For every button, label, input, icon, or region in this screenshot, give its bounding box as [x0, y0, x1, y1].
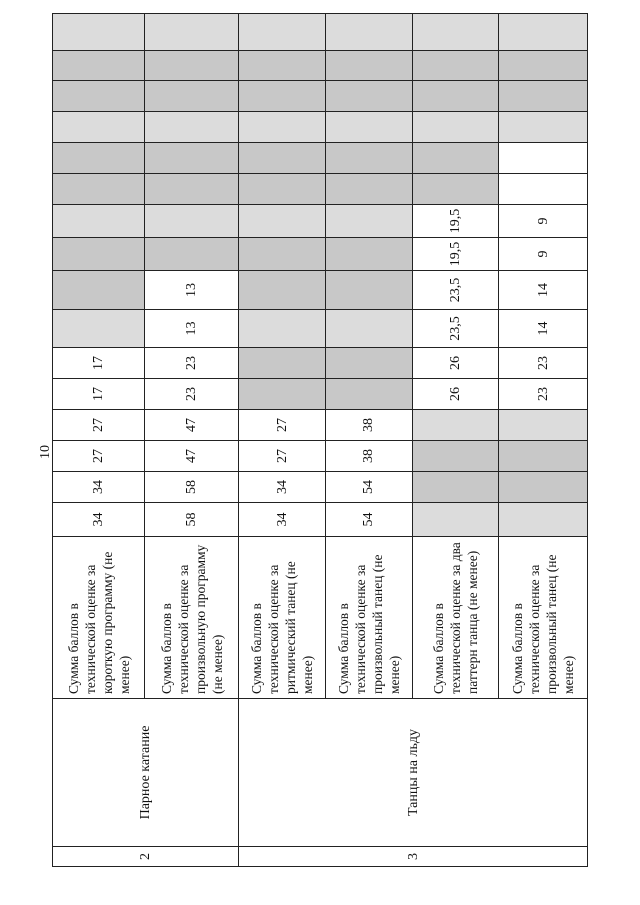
value-cell	[239, 348, 326, 379]
value-cell	[239, 379, 326, 410]
value-cell	[145, 174, 239, 205]
value-cell: 23,5	[412, 310, 499, 348]
discipline-cell: Танцы на льду	[239, 699, 588, 847]
value-cell	[412, 81, 499, 112]
value-cell	[326, 310, 413, 348]
value-cell	[239, 51, 326, 81]
value-cell	[412, 410, 499, 441]
value-cell: 26	[412, 379, 499, 410]
value-cell	[53, 143, 145, 174]
value-cell: 27	[239, 410, 326, 441]
value-cell	[239, 205, 326, 238]
value-cell: 17	[53, 348, 145, 379]
value-cell: 54	[326, 503, 413, 537]
value-cell	[145, 81, 239, 112]
value-cell	[326, 271, 413, 310]
value-cell	[326, 51, 413, 81]
value-cell	[326, 205, 413, 238]
value-cell	[239, 112, 326, 143]
page-number: 10	[38, 445, 53, 459]
criteria-cell: Сумма баллов в технической оценке за произвольную программу (не менее)	[145, 537, 239, 699]
value-cell	[239, 143, 326, 174]
value-cell	[499, 143, 588, 174]
value-cell	[145, 143, 239, 174]
value-cell	[326, 14, 413, 51]
table-row	[239, 14, 326, 867]
value-cell	[145, 238, 239, 271]
value-cell: 23	[499, 348, 588, 379]
value-cell	[326, 143, 413, 174]
value-cell	[326, 81, 413, 112]
value-cell	[145, 51, 239, 81]
value-cell	[239, 310, 326, 348]
value-cell: 17	[53, 379, 145, 410]
criteria-cell: Сумма баллов в технической оценке за произвольный танец (не менее)	[326, 537, 413, 699]
value-cell	[53, 112, 145, 143]
value-cell	[412, 441, 499, 472]
value-cell	[145, 205, 239, 238]
value-cell: 13	[145, 310, 239, 348]
value-cell	[412, 143, 499, 174]
value-cell	[499, 472, 588, 503]
value-cell: 47	[145, 410, 239, 441]
value-cell: 9	[499, 238, 588, 271]
value-cell: 47	[145, 441, 239, 472]
value-cell	[239, 271, 326, 310]
value-cell	[53, 238, 145, 271]
value-cell	[412, 51, 499, 81]
score-table	[52, 13, 588, 867]
value-cell: 27	[239, 441, 326, 472]
value-cell	[145, 14, 239, 51]
value-cell: 19,5	[412, 238, 499, 271]
criteria-cell: Сумма баллов в технической оценке за ритмический танец (не менее)	[239, 537, 326, 699]
criteria-cell: Сумма баллов в технической оценке за произвольный танец (не менее)	[499, 537, 588, 699]
value-cell: 23,5	[412, 271, 499, 310]
value-cell: 34	[53, 472, 145, 503]
value-cell: 13	[145, 271, 239, 310]
value-cell	[412, 472, 499, 503]
value-cell	[239, 174, 326, 205]
value-cell: 38	[326, 410, 413, 441]
row-number-cell: 3	[239, 847, 588, 867]
value-cell	[499, 112, 588, 143]
value-cell	[326, 238, 413, 271]
value-cell: 14	[499, 271, 588, 310]
criteria-cell: Сумма баллов в технической оценке за короткую программу (не менее)	[53, 537, 145, 699]
value-cell	[499, 81, 588, 112]
value-cell: 38	[326, 441, 413, 472]
discipline-cell: Парное катание	[53, 699, 239, 847]
value-cell: 58	[145, 472, 239, 503]
value-cell: 54	[326, 472, 413, 503]
rotated-table-wrapper	[52, 37, 588, 867]
value-cell	[53, 81, 145, 112]
value-cell	[239, 14, 326, 51]
value-cell	[499, 503, 588, 537]
value-cell: 27	[53, 410, 145, 441]
value-cell	[326, 174, 413, 205]
row-number-cell: 2	[53, 847, 239, 867]
value-cell	[53, 205, 145, 238]
value-cell	[53, 14, 145, 51]
value-cell	[412, 112, 499, 143]
value-cell	[326, 112, 413, 143]
value-cell: 14	[499, 310, 588, 348]
value-cell: 23	[499, 379, 588, 410]
value-cell: 34	[239, 503, 326, 537]
value-cell	[53, 271, 145, 310]
table-body	[53, 14, 588, 867]
value-cell	[412, 14, 499, 51]
value-cell	[239, 81, 326, 112]
value-cell	[53, 51, 145, 81]
value-cell: 34	[239, 472, 326, 503]
value-cell	[412, 174, 499, 205]
value-cell: 23	[145, 348, 239, 379]
value-cell	[53, 310, 145, 348]
value-cell	[412, 503, 499, 537]
table-row	[53, 14, 145, 867]
value-cell: 23	[145, 379, 239, 410]
value-cell: 9	[499, 205, 588, 238]
value-cell	[145, 112, 239, 143]
value-cell	[239, 238, 326, 271]
value-cell: 58	[145, 503, 239, 537]
value-cell	[499, 174, 588, 205]
value-cell	[326, 379, 413, 410]
value-cell: 27	[53, 441, 145, 472]
value-cell	[499, 51, 588, 81]
value-cell	[326, 348, 413, 379]
value-cell	[499, 14, 588, 51]
value-cell	[499, 441, 588, 472]
criteria-cell: Сумма баллов в технической оценке за два паттерн танца (не менее)	[412, 537, 499, 699]
value-cell	[499, 410, 588, 441]
value-cell: 19,5	[412, 205, 499, 238]
value-cell: 26	[412, 348, 499, 379]
value-cell: 34	[53, 503, 145, 537]
value-cell	[53, 174, 145, 205]
